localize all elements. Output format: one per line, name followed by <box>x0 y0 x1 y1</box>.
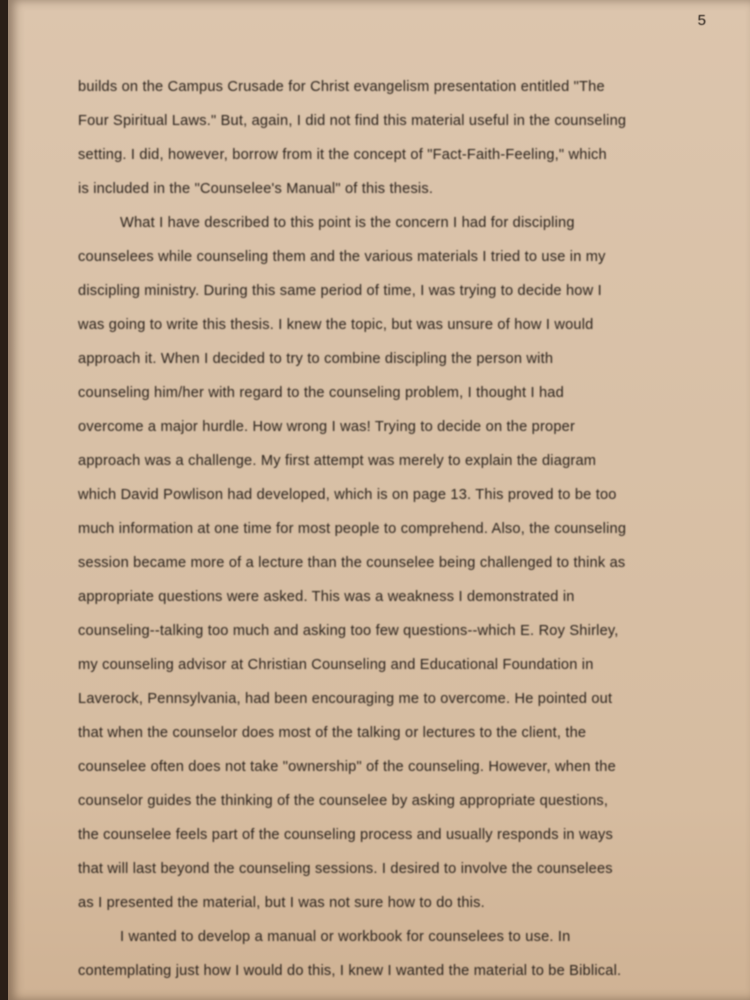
text-line: is included in the "Counselee's Manual" of this thesis. <box>78 181 434 197</box>
page-number: 5 <box>697 12 706 29</box>
text-line: counselor guides the thinking of the counselee by asking appropriate questions, <box>78 793 609 809</box>
text-line: discipling ministry. During this same period of time, I was trying to decide how I <box>78 283 602 299</box>
text-line: approach it. When I decided to try to combine discipling the person with <box>78 351 554 367</box>
text-line: which David Powlison had developed, which is on page 13. This proved to be too <box>78 487 617 503</box>
text-line: much information at one time for most people to comprehend. Also, the counseling <box>78 521 627 537</box>
text-line: overcome a major hurdle. How wrong I was! Trying to decide on the proper <box>78 419 576 435</box>
text-line: What I have described to this point is the concern I had for discipling <box>120 215 575 231</box>
text-line: counselees while counseling them and the various materials I tried to use in my <box>78 249 606 265</box>
text-line: counseling--talking too much and asking too few questions--which E. Roy Shirley, <box>78 623 619 639</box>
text-line: contemplating just how I would do this, I knew I wanted the material to be Biblical. <box>78 963 622 979</box>
text-line: setting. I did, however, borrow from it the concept of "Fact-Faith-Feeling," which <box>78 147 607 163</box>
document-page <box>8 0 750 1000</box>
text-line: counselee often does not take "ownership" of the counseling. However, when the <box>78 759 616 775</box>
text-line: session became more of a lecture than the counselee being challenged to think as <box>78 555 626 571</box>
text-line: the counselee feels part of the counseling process and usually responds in ways <box>78 827 614 843</box>
text-line: as I presented the material, but I was not sure how to do this. <box>78 895 485 911</box>
text-line: that will last beyond the counseling sessions. I desired to involve the counselees <box>78 861 613 877</box>
text-line: appropriate questions were asked. This was a weakness I demonstrated in <box>78 589 575 605</box>
text-line: I wanted to develop a manual or workbook for counselees to use. In <box>120 929 571 945</box>
text-line: builds on the Campus Crusade for Christ evangelism presentation entitled "The <box>78 79 605 95</box>
text-line: Laverock, Pennsylvania, had been encouraging me to overcome. He pointed out <box>78 691 613 707</box>
text-line: was going to write this thesis. I knew the topic, but was unsure of how I would <box>78 317 594 333</box>
text-line: Four Spiritual Laws." But, again, I did not find this material useful in the counseling <box>78 113 627 129</box>
body-text <box>78 70 728 988</box>
text-line: my counseling advisor at Christian Counseling and Educational Foundation in <box>78 657 594 673</box>
text-line: that when the counselor does most of the talking or lectures to the client, the <box>78 725 587 741</box>
text-line: approach was a challenge. My first attempt was merely to explain the diagram <box>78 453 597 469</box>
text-line: counseling him/her with regard to the counseling problem, I thought I had <box>78 385 564 401</box>
